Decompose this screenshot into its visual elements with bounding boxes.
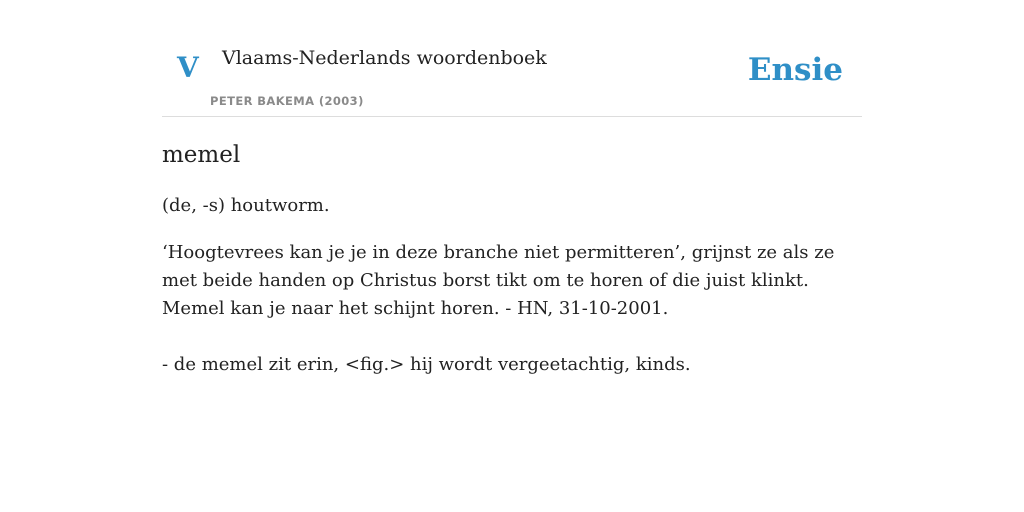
dictionary-header <box>162 0 862 117</box>
definition-text: (de, -s) houtworm. <box>162 195 330 216</box>
dictionary-title[interactable]: Vlaams-Nederlands woordenboek <box>222 47 547 69</box>
dictionary-logo[interactable]: V <box>177 51 199 84</box>
example-quote: ‘Hoogtevrees kan je je in deze branche niet permitteren’, grijnst ze als ze met beide handen op Christus borst tikt om te horen of die juist klinkt. Memel kan je naar het schijnt horen. - HN, 31-10-2001. <box>162 242 835 319</box>
entry-page <box>162 0 862 512</box>
dictionary-author: PETER BAKEMA (2003) <box>210 94 364 108</box>
ensie-brand-link[interactable]: Ensie <box>747 52 843 88</box>
headword: memel <box>162 142 241 168</box>
idiom-text: - de memel zit erin, <fig.> hij wordt vergeetachtig, kinds. <box>162 354 691 375</box>
